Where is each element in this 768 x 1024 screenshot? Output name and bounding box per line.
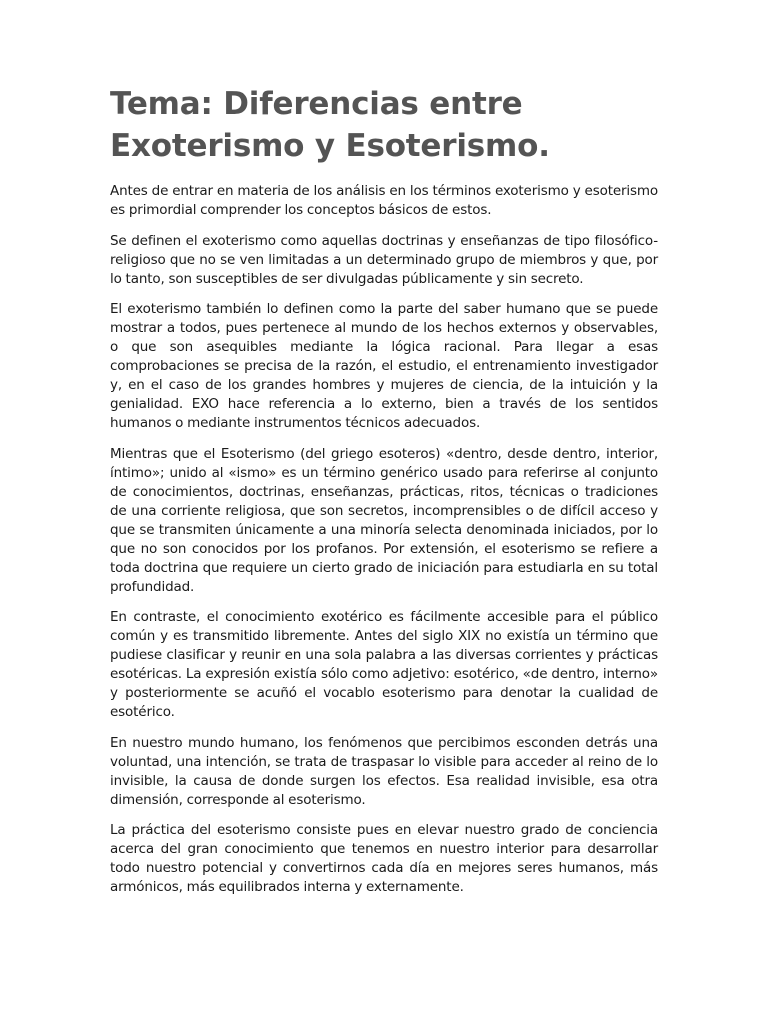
paragraph-exoterismo-saber: El exoterismo también lo definen como la parte del saber humano que se puede mostrar a todos, pues pertenece al mundo de los hechos externos y observables, o que son asequibles mediante la lógica racional. Para llegar a esas comprobaciones se precisa de la razón, el estudio, el entrenamiento investigador y, en el caso de los grandes hombres y mujeres de ciencia, de la intuición y la genialidad. EXO hace referencia a lo externo, bien a través de los sentidos humanos o mediante instrumentos técnicos adecuados. — [110, 301, 658, 431]
document-page — [110, 83, 658, 909]
title-line-1: Tema: Diferencias entre — [110, 86, 523, 122]
paragraph-mundo-humano: En nuestro mundo humano, los fenómenos que percibimos esconden detrás una voluntad, una intención, se trata de traspasar lo visible para acceder al reino de lo invisible, la causa de donde surgen los efectos. Esa realidad invisible, esa otra dimensión, corresponde al esoterismo. — [110, 734, 658, 808]
paragraph-practica: La práctica del esoterismo consiste pues en elevar nuestro grado de conciencia acerca del gran conocimiento que tenemos en nuestro interior para desarrollar todo nuestro potencial y convertirnos cada día en mejores seres humanos, más armónicos, más equilibrados interna y externamente. — [110, 822, 658, 895]
paragraph-contraste: En contraste, el conocimiento exotérico es fácilmente accesible para el público común y es transmitido libremente. Antes del siglo XIX no existía un término que pudiese clasificar y reunir en una sola palabra a las diversas corrientes y prácticas esotéricas. La expresión existía sólo como adjetivo: esotérico, «de dentro, interno» y posteriormente se acuñó el vocablo esoterismo para denotar la cualidad de esotérico. — [110, 609, 658, 720]
document-title — [110, 83, 658, 167]
title-line-2: Exoterismo y Esoterismo. — [110, 128, 550, 164]
paragraph-exoterismo-definition: Se definen el exoterismo como aquellas doctrinas y enseñanzas de tipo filosófico-religioso que no se ven limitadas a un determinado grupo de miembros y que, por lo tanto, son susceptibles de ser divulgadas públicamente y sin secreto. — [110, 232, 658, 287]
paragraph-intro: Antes de entrar en materia de los análisis en los términos exoterismo y esoterismo es primordial comprender los conceptos básicos de estos. — [110, 183, 658, 218]
paragraph-esoterismo-definition: Mientras que el Esoterismo (del griego esoteros) «dentro, desde dentro, interior, íntimo»; unido al «ismo» es un término genérico usado para referirse al conjunto de conocimientos, doctrinas, enseñanzas, prácticas, ritos, técnicas o tradiciones de una corriente religiosa, que son secretos, incomprensibles o de difícil acceso y que se transmiten únicamente a una minoría selecta denominada iniciados, por lo que no son conocidos por los profanos. Por extensión, el esoterismo se refiere a toda doctrina que requiere un cierto grado de iniciación para estudiarla en su total profundidad. — [110, 445, 658, 595]
